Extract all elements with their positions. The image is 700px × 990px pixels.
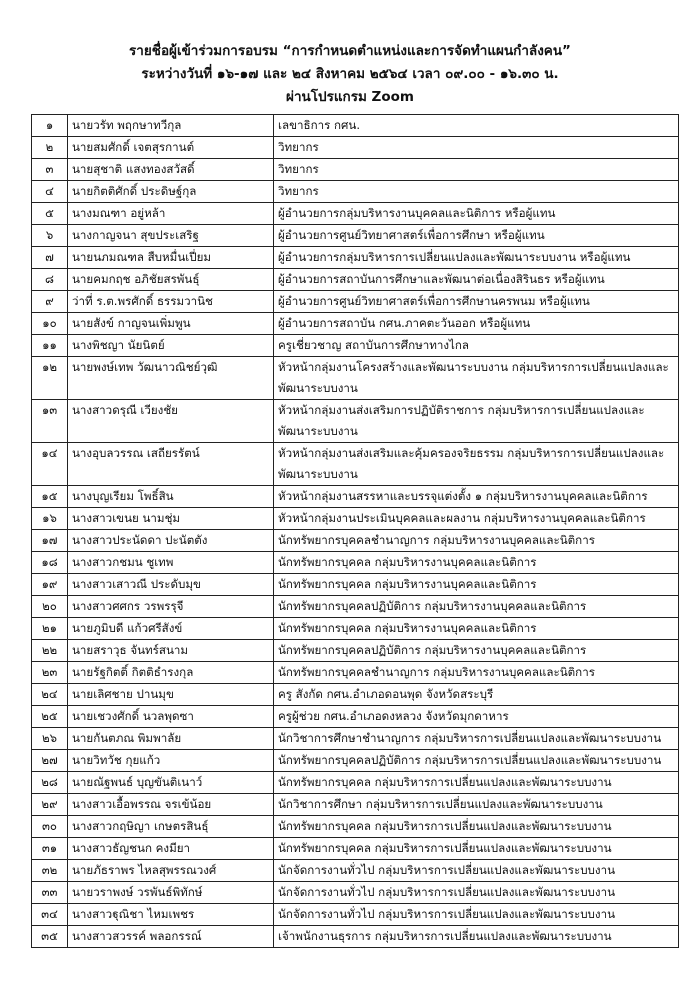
attendee-position-cell: หัวหน้ากลุ่มงานส่งเสริมการปฏิบัติราชการ กลุ่มบริหารการเปลี่ยนแปลงและพัฒนาระบบงาน <box>274 400 679 443</box>
table-row <box>32 838 679 860</box>
attendee-position-cell: นักวิชาการศึกษา กลุ่มบริหารการเปลี่ยนแปลงและพัฒนาระบบงาน <box>274 794 679 816</box>
row-number-cell: ๒๐ <box>32 596 68 618</box>
attendee-name-cell: นายพงษ์เทพ วัฒนาวณิชย์วุฒิ <box>68 357 274 400</box>
attendee-name-cell: ว่าที่ ร.ต.พรศักดิ์ ธรรมวานิช <box>68 291 274 313</box>
row-number-cell: ๓๑ <box>32 838 68 860</box>
table-row <box>32 860 679 882</box>
attendee-name-cell: นางบุญเรียม โพธิ์สิน <box>68 486 274 508</box>
table-row <box>32 552 679 574</box>
attendee-position-cell: นักทรัพยากรบุคคล กลุ่มบริหารการเปลี่ยนแปลงและพัฒนาระบบงาน <box>274 816 679 838</box>
attendee-name-cell: นายณัฐพนธ์ บุญขันติเนาว์ <box>68 772 274 794</box>
row-number-cell: ๑๗ <box>32 530 68 552</box>
attendee-table-body <box>32 115 679 948</box>
row-number-cell: ๒๗ <box>32 750 68 772</box>
attendee-position-cell: วิทยากร <box>274 159 679 181</box>
attendee-position-cell: ครูผู้ช่วย กศน.อำเภอดงหลวง จังหวัดมุกดาหาร <box>274 706 679 728</box>
row-number-cell: ๒ <box>32 137 68 159</box>
table-row <box>32 400 679 443</box>
table-row <box>32 618 679 640</box>
attendee-name-cell: นางสาวประนัดดา ปะนัตตัง <box>68 530 274 552</box>
table-row <box>32 926 679 948</box>
row-number-cell: ๑๓ <box>32 400 68 443</box>
attendee-position-cell: นักจัดการงานทั่วไป กลุ่มบริหารการเปลี่ยนแปลงและพัฒนาระบบงาน <box>274 860 679 882</box>
document-title: รายชื่อผู้เข้าร่วมการอบรม “การกำหนดตำแหน่งและการจัดทำแผนกำลังคน” <box>129 43 571 59</box>
table-row <box>32 574 679 596</box>
attendee-name-cell: นายกิตติศักดิ์ ประดิษฐ์กุล <box>68 181 274 203</box>
table-row <box>32 269 679 291</box>
attendee-position-cell: ผู้อำนวยการสถาบัน กศน.ภาคตะวันออก หรือผู้แทน <box>274 313 679 335</box>
row-number-cell: ๒๓ <box>32 662 68 684</box>
attendee-name-cell: นางสาวสวรรค์ พลอกรรณ์ <box>68 926 274 948</box>
attendee-position-cell: ครูเชี่ยวชาญ สถาบันการศึกษาทางไกล <box>274 335 679 357</box>
attendee-position-cell: นักทรัพยากรบุคคล กลุ่มบริหารงานบุคคลและนิติการ <box>274 618 679 640</box>
attendee-position-cell: นักทรัพยากรบุคคล กลุ่มบริหารงานบุคคลและนิติการ <box>274 574 679 596</box>
attendee-name-cell: นางสาวเอื้อพรรณ จรเข้น้อย <box>68 794 274 816</box>
row-number-cell: ๒๒ <box>32 640 68 662</box>
attendee-position-cell: ผู้อำนวยการศูนย์วิทยาศาสตร์เพื่อการศึกษานครพนม หรือผู้แทน <box>274 291 679 313</box>
attendee-position-cell: นักทรัพยากรบุคคล กลุ่มบริหารการเปลี่ยนแปลงและพัฒนาระบบงาน <box>274 838 679 860</box>
attendee-name-cell: นางสาวศศกร วรพรรุจี <box>68 596 274 618</box>
attendee-position-cell: หัวหน้ากลุ่มงานสรรหาและบรรจุแต่งตั้ง ๑ กลุ่มบริหารงานบุคคลและนิติการ <box>274 486 679 508</box>
row-number-cell: ๑ <box>32 115 68 137</box>
attendee-position-cell: เจ้าพนักงานธุรการ กลุ่มบริหารการเปลี่ยนแปลงและพัฒนาระบบงาน <box>274 926 679 948</box>
row-number-cell: ๑๐ <box>32 313 68 335</box>
table-row <box>32 335 679 357</box>
document-platform-line: ผ่านโปรแกรม Zoom <box>286 89 414 105</box>
table-row <box>32 203 679 225</box>
attendee-position-cell: หัวหน้ากลุ่มงานประเมินบุคคลและผลงาน กลุ่มบริหารงานบุคคลและนิติการ <box>274 508 679 530</box>
attendee-name-cell: นายวรัท พฤกษาทวีกุล <box>68 115 274 137</box>
table-row <box>32 596 679 618</box>
attendee-position-cell: นักวิชาการศึกษาชำนาญการ กลุ่มบริหารการเปลี่ยนแปลงและพัฒนาระบบงาน <box>274 728 679 750</box>
table-row <box>32 313 679 335</box>
table-row <box>32 640 679 662</box>
row-number-cell: ๒๔ <box>32 684 68 706</box>
row-number-cell: ๓๕ <box>32 926 68 948</box>
row-number-cell: ๑๙ <box>32 574 68 596</box>
attendee-name-cell: นายกันตภณ พิมพาลัย <box>68 728 274 750</box>
table-row <box>32 728 679 750</box>
attendee-name-cell: นางพิชญา นัยนิตย์ <box>68 335 274 357</box>
attendee-name-cell: นางสาวฐุณิชา ไหมเพชร <box>68 904 274 926</box>
attendee-position-cell: หัวหน้ากลุ่มงานส่งเสริมและคุ้มครองจริยธรรม กลุ่มบริหารการเปลี่ยนแปลงและพัฒนาระบบงาน <box>274 443 679 486</box>
table-row <box>32 662 679 684</box>
row-number-cell: ๑๕ <box>32 486 68 508</box>
row-number-cell: ๒๙ <box>32 794 68 816</box>
row-number-cell: ๒๘ <box>32 772 68 794</box>
row-number-cell: ๓๒ <box>32 860 68 882</box>
attendee-name-cell: นายคมกฤช อภิชัยสรพันธุ์ <box>68 269 274 291</box>
row-number-cell: ๑๒ <box>32 357 68 400</box>
table-row <box>32 816 679 838</box>
attendee-name-cell: นางอุบลวรรณ เสถียรรัตน์ <box>68 443 274 486</box>
attendee-name-cell: นายรัฐกิตติ์ กิตติธำรงกุล <box>68 662 274 684</box>
row-number-cell: ๙ <box>32 291 68 313</box>
attendee-position-cell: วิทยากร <box>274 137 679 159</box>
attendee-position-cell: ผู้อำนวยการศูนย์วิทยาศาสตร์เพื่อการศึกษา หรือผู้แทน <box>274 225 679 247</box>
table-row <box>32 137 679 159</box>
attendee-position-cell: นักทรัพยากรบุคคล กลุ่มบริหารการเปลี่ยนแปลงและพัฒนาระบบงาน <box>274 772 679 794</box>
attendee-position-cell: นักทรัพยากรบุคคลปฏิบัติการ กลุ่มบริหารการเปลี่ยนแปลงและพัฒนาระบบงาน <box>274 750 679 772</box>
row-number-cell: ๕ <box>32 203 68 225</box>
attendee-position-cell: นักทรัพยากรบุคคล กลุ่มบริหารงานบุคคลและนิติการ <box>274 552 679 574</box>
attendee-position-cell: หัวหน้ากลุ่มงานโครงสร้างและพัฒนาระบบงาน กลุ่มบริหารการเปลี่ยนแปลงและพัฒนาระบบงาน <box>274 357 679 400</box>
table-row <box>32 357 679 400</box>
row-number-cell: ๖ <box>32 225 68 247</box>
row-number-cell: ๓๓ <box>32 882 68 904</box>
attendee-name-cell: นายสังข์ กาญจนเพิ่มพูน <box>68 313 274 335</box>
attendee-name-cell: นางกาญจนา สุขประเสริฐ <box>68 225 274 247</box>
row-number-cell: ๓ <box>32 159 68 181</box>
table-row <box>32 530 679 552</box>
table-row <box>32 291 679 313</box>
row-number-cell: ๓๐ <box>32 816 68 838</box>
row-number-cell: ๒๖ <box>32 728 68 750</box>
table-row <box>32 225 679 247</box>
attendee-position-cell: ผู้อำนวยการกลุ่มบริหารงานบุคคลและนิติการ หรือผู้แทน <box>274 203 679 225</box>
attendee-position-cell: วิทยากร <box>274 181 679 203</box>
table-row <box>32 486 679 508</box>
attendee-table <box>31 114 679 948</box>
attendee-name-cell: นางสาวเสาวณี ประดับมุข <box>68 574 274 596</box>
attendee-position-cell: นักทรัพยากรบุคคลชำนาญการ กลุ่มบริหารงานบุคคลและนิติการ <box>274 662 679 684</box>
attendee-name-cell: นายเชวงศักดิ์ นวลพุดซา <box>68 706 274 728</box>
row-number-cell: ๘ <box>32 269 68 291</box>
attendee-position-cell: เลขาธิการ กศน. <box>274 115 679 137</box>
attendee-name-cell: นางสาวกฤษิญา เกษตรสินธุ์ <box>68 816 274 838</box>
attendee-name-cell: นางสาวเขนย นามชุ่ม <box>68 508 274 530</box>
table-row <box>32 181 679 203</box>
table-row <box>32 684 679 706</box>
attendee-name-cell: นางสาวกชมน ชูเทพ <box>68 552 274 574</box>
table-row <box>32 508 679 530</box>
row-number-cell: ๑๘ <box>32 552 68 574</box>
table-row <box>32 706 679 728</box>
attendee-position-cell: นักจัดการงานทั่วไป กลุ่มบริหารการเปลี่ยนแปลงและพัฒนาระบบงาน <box>274 882 679 904</box>
attendee-name-cell: นางมณฑา อยู่หล้า <box>68 203 274 225</box>
table-row <box>32 159 679 181</box>
attendee-name-cell: นายสราวุธ จันทร์สนาม <box>68 640 274 662</box>
row-number-cell: ๒๕ <box>32 706 68 728</box>
row-number-cell: ๓๔ <box>32 904 68 926</box>
attendee-name-cell: นายภัธราพร ไหลสุพรรณวงศ์ <box>68 860 274 882</box>
row-number-cell: ๒๑ <box>32 618 68 640</box>
document-date-line: ระหว่างวันที่ ๑๖-๑๗ และ ๒๔ สิงหาคม ๒๕๖๔ เวลา ๐๙.๐๐ - ๑๖.๓๐ น. <box>141 66 559 82</box>
attendee-name-cell: นายวราพงษ์ วรพันธ์พิทักษ์ <box>68 882 274 904</box>
attendee-name-cell: นายสมศักดิ์ เจตสุรกานต์ <box>68 137 274 159</box>
table-row <box>32 772 679 794</box>
table-row <box>32 115 679 137</box>
attendee-name-cell: นางสาวธัญชนก คงมียา <box>68 838 274 860</box>
attendee-name-cell: นายสุชาติ แสงทองสวัสดิ์ <box>68 159 274 181</box>
attendee-position-cell: นักจัดการงานทั่วไป กลุ่มบริหารการเปลี่ยนแปลงและพัฒนาระบบงาน <box>274 904 679 926</box>
table-row <box>32 750 679 772</box>
attendee-position-cell: นักทรัพยากรบุคคลปฏิบัติการ กลุ่มบริหารงานบุคคลและนิติการ <box>274 640 679 662</box>
row-number-cell: ๗ <box>32 247 68 269</box>
attendee-name-cell: นายวิทวัช กุยแก้ว <box>68 750 274 772</box>
attendee-name-cell: นายนภมณฑล สืบหมื่นเปี่ยม <box>68 247 274 269</box>
document-header <box>0 40 700 109</box>
attendee-name-cell: นายเลิศชาย ปานมุข <box>68 684 274 706</box>
attendee-name-cell: นายภูมิบดี แก้วศรีสังข์ <box>68 618 274 640</box>
table-row <box>32 904 679 926</box>
attendee-position-cell: ครู สังกัด กศน.อำเภอดอนพุด จังหวัดสระบุรี <box>274 684 679 706</box>
row-number-cell: ๔ <box>32 181 68 203</box>
row-number-cell: ๑๑ <box>32 335 68 357</box>
attendee-position-cell: นักทรัพยากรบุคคลปฏิบัติการ กลุ่มบริหารงานบุคคลและนิติการ <box>274 596 679 618</box>
attendee-position-cell: ผู้อำนวยการสถาบันการศึกษาและพัฒนาต่อเนื่องสิรินธร หรือผู้แทน <box>274 269 679 291</box>
attendee-name-cell: นางสาวดรุณี เวียงชัย <box>68 400 274 443</box>
table-row <box>32 794 679 816</box>
row-number-cell: ๑๔ <box>32 443 68 486</box>
row-number-cell: ๑๖ <box>32 508 68 530</box>
attendee-position-cell: ผู้อำนวยการกลุ่มบริหารการเปลี่ยนแปลงและพัฒนาระบบงาน หรือผู้แทน <box>274 247 679 269</box>
table-row <box>32 882 679 904</box>
attendee-position-cell: นักทรัพยากรบุคคลชำนาญการ กลุ่มบริหารงานบุคคลและนิติการ <box>274 530 679 552</box>
table-row <box>32 443 679 486</box>
table-row <box>32 247 679 269</box>
